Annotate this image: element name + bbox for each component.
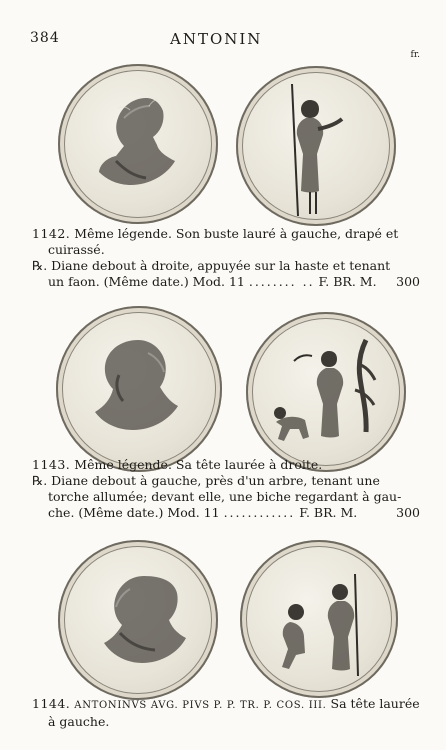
head-left-laureate-illustration [58, 540, 218, 700]
entry-1144 [0, 696, 446, 730]
legend-smallcaps: ANTONINVS AVG. PIVS P. P. TR. P. COS. III. [74, 700, 327, 711]
entry-1142 [0, 226, 446, 290]
reverse-description-cont: un faon. (Même date.) Mod. 11 [48, 274, 245, 289]
metal-rarity: F. BR. M. [299, 505, 358, 520]
coin-1143-reverse [246, 312, 406, 472]
margin-marker: fr. [410, 50, 420, 60]
entry-number: 1143. [32, 457, 71, 472]
price: 300 [396, 274, 420, 289]
diana-hind-tree-illustration [246, 312, 406, 472]
metal-rarity: F. BR. M. [318, 274, 377, 289]
reverse-description: ℞. Diane debout à gauche, près d'un arbre, tenant une [32, 473, 380, 488]
coin-1144-obverse [58, 540, 218, 700]
entry-number: 1142. [32, 226, 71, 241]
seated-and-standing-figures-illustration [240, 540, 398, 698]
coin-1143-obverse [56, 306, 222, 472]
entry-text: Même légende. Son buste lauré à gauche, drapé et [74, 226, 399, 241]
price: 300 [396, 505, 420, 520]
leader-dots: ........ .. [248, 274, 315, 289]
head-right-laureate-illustration [56, 306, 222, 472]
leader-dots: ............ [223, 505, 296, 520]
reverse-description-cont: torche allumée; devant elle, une biche regardant à gau- [48, 489, 402, 504]
diana-standing-with-spear-illustration [236, 66, 396, 226]
entry-1143 [0, 457, 446, 521]
coin-1142-reverse [236, 66, 396, 226]
page-number: 384 [30, 30, 60, 46]
entry-text-cont: cuirassé. [48, 242, 105, 257]
reverse-description-end: che. (Même date.) Mod. 11 [48, 505, 220, 520]
entry-text: Même légende. Sa tête laurée à droite. [74, 457, 323, 472]
reverse-description: ℞. Diane debout à droite, appuyée sur la haste et tenant [32, 258, 391, 273]
bust-left-laureate-draped-illustration [58, 64, 218, 224]
coin-1144-reverse [240, 540, 398, 698]
coin-1142-obverse [58, 64, 218, 224]
entry-text: Sa tête laurée [330, 696, 420, 711]
running-head: ANTONIN [170, 30, 263, 48]
entry-text-cont: à gauche. [48, 714, 110, 729]
entry-number: 1144. [32, 696, 71, 711]
